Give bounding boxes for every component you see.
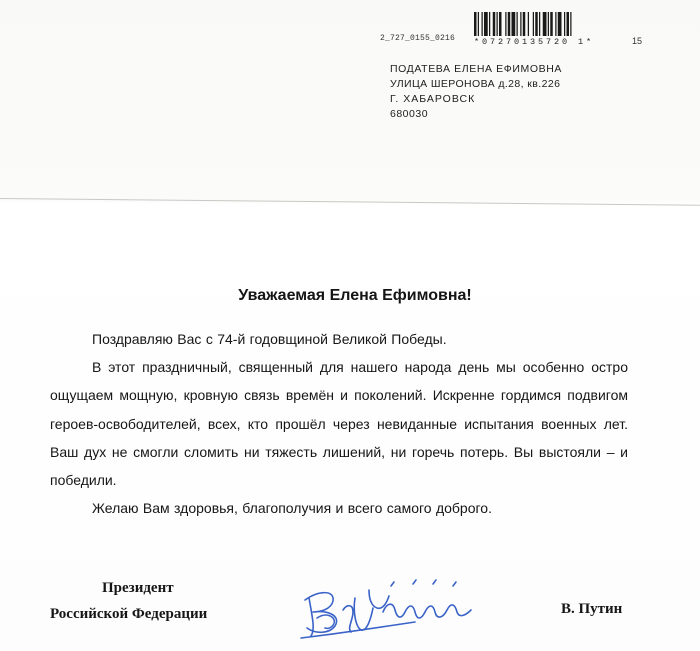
barcode-code: 2_727_0155_0216	[380, 34, 456, 43]
barcode-suffix: 15	[632, 36, 643, 46]
barcode-bar	[489, 12, 490, 36]
barcode-bar	[539, 12, 540, 36]
recipient-street: УЛИЦА ШЕРОНОВА д.28, кв.226	[390, 78, 561, 90]
signer-position-title: Президент	[102, 580, 174, 596]
barcode-bar	[543, 12, 547, 36]
recipient-name: ПОДАТЕВА ЕЛЕНА ЕФИМОВНА	[390, 63, 563, 75]
barcode-bar	[474, 12, 477, 36]
barcode-bar	[484, 12, 488, 36]
letter-paragraph: Желаю Вам здоровья, благополучия и всего самого доброго.	[92, 500, 492, 517]
barcode-bar	[508, 12, 511, 36]
barcode-bar	[535, 12, 538, 36]
barcode	[474, 12, 622, 36]
handwritten-signature	[295, 568, 485, 640]
recipient-zip: 680030	[390, 108, 429, 120]
signer-position	[50, 575, 238, 627]
barcode-bar	[555, 12, 556, 36]
barcode-bar	[497, 12, 498, 36]
barcode-bar	[499, 12, 502, 36]
barcode-bar	[564, 12, 565, 36]
barcode-digits: *07270135720 1*	[474, 37, 595, 47]
barcode-bar	[528, 12, 529, 36]
barcode-bar	[533, 12, 534, 36]
barcode-bar	[482, 12, 483, 36]
signer-position-country: Российской Федерации	[50, 606, 208, 622]
barcode-bar	[493, 12, 496, 36]
recipient-city: Г. ХАБАРОВСК	[390, 93, 476, 105]
barcode-bar	[558, 12, 562, 36]
barcode-bar	[517, 12, 518, 36]
letter-greeting: Уважаемая Елена Ефимовна!	[238, 287, 472, 304]
letter-body	[50, 325, 628, 522]
barcode-bar	[550, 12, 553, 36]
letter-paragraph: Поздравляю Вас с 74-й годовщиной Великой Победы.	[92, 331, 447, 347]
barcode-bar	[548, 12, 549, 36]
barcode-bar	[512, 12, 516, 36]
barcode-bar	[567, 12, 570, 36]
recipient-address	[390, 62, 562, 122]
barcode-bar	[478, 12, 479, 36]
barcode-bar	[523, 12, 526, 36]
signer-name: В. Путин	[561, 601, 623, 617]
barcode-bar	[520, 12, 521, 36]
envelope-fold-line	[0, 198, 700, 206]
letter-paragraph: В этот праздничный, священный для нашего народа день мы особенно остро ощущаем мощную, кровную связь времён и поколений. Искренне гордимся подвигом героев-освободителей, всех, кто прошёл через невиданные испытания военных лет. Ваш дух не смогли сломить ни тяжесть лишений, ни горечь потерь. Вы выстояли – и победили.	[50, 359, 628, 489]
barcode-bar	[505, 12, 506, 36]
barcode-bar	[570, 12, 571, 36]
